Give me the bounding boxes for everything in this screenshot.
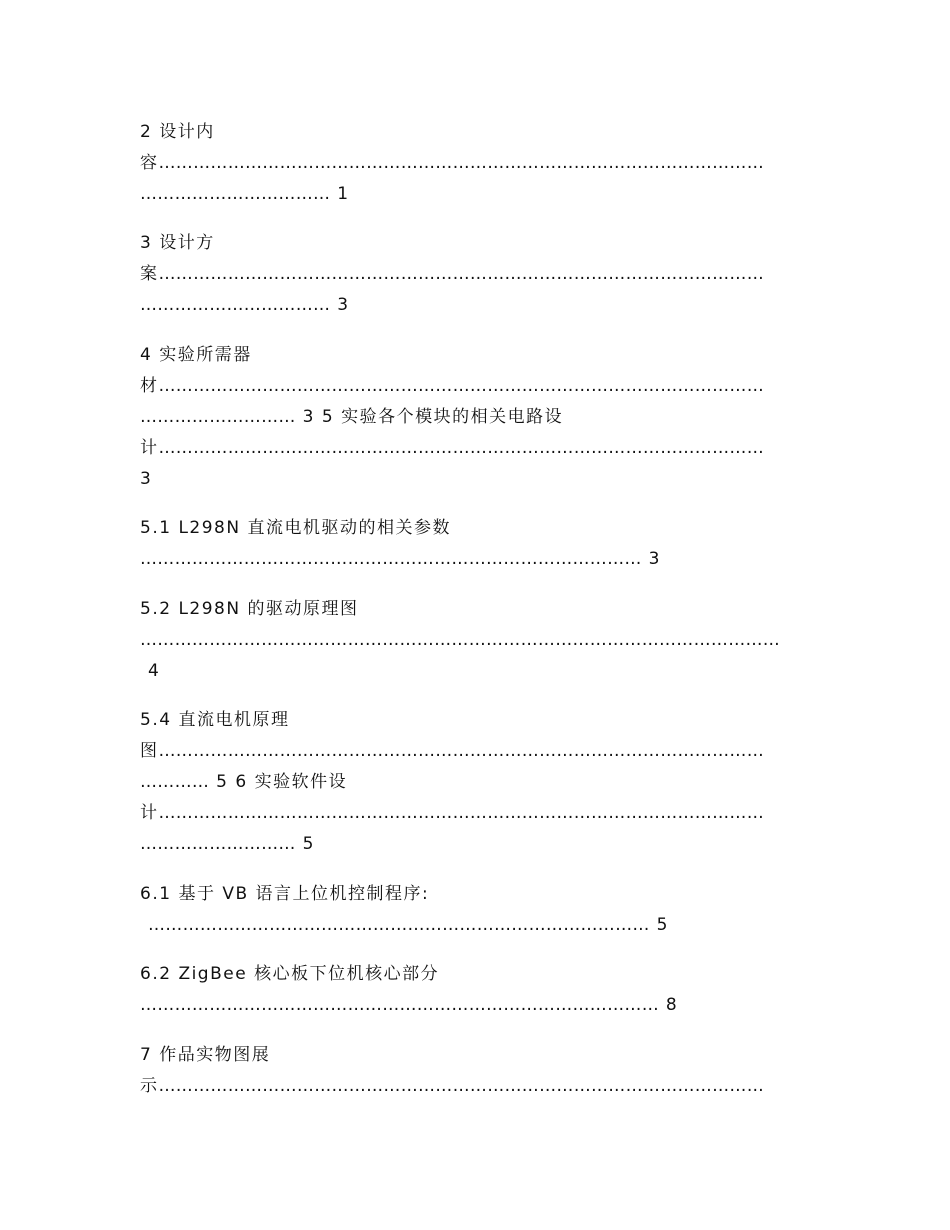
leader-dots: ……………………… (140, 407, 296, 427)
page-number: 8 (665, 995, 679, 1015)
leader-dots: ……………………………………………………………………………… (140, 995, 659, 1015)
toc-entry-leader (140, 834, 315, 854)
leader-dots: ………………………………………………………………………………………………… (140, 630, 781, 650)
page-number: 5 (216, 772, 229, 792)
page-number: 3 (648, 549, 661, 569)
toc-entry-title[interactable]: 7 作品实物图展 (140, 1045, 271, 1065)
leader-dots: ………… (140, 772, 210, 792)
page-number: 3 (140, 469, 153, 489)
page-number: 5 (656, 915, 669, 935)
page-number: 3 (302, 407, 315, 427)
toc-entry-title-cont: 案…………………………………………………………………………………………… (140, 264, 764, 284)
leader-dots: …………………………………………………………………………………………… (158, 803, 764, 823)
toc-entry-leader (140, 295, 350, 315)
toc-entry-leader (148, 915, 669, 935)
page-number: 1 (337, 184, 350, 204)
toc-entry-title-cont: 计…………………………………………………………………………………………… (140, 438, 764, 458)
page-number: 3 (337, 295, 350, 315)
leader-dots: …………………………………………………………………………………………… (158, 741, 764, 761)
leader-dots: ……………………… (140, 834, 296, 854)
toc-entry-leader (140, 772, 347, 792)
toc-entry-title[interactable]: 5.4 直流电机原理 (140, 710, 290, 730)
leader-dots: …………………………………………………………………………… (140, 549, 642, 569)
page-number: 5 (302, 834, 315, 854)
toc-entry-title[interactable]: 5.1 L298N 直流电机驱动的相关参数 (140, 518, 451, 538)
toc-entry-title-cont: 图…………………………………………………………………………………………… (140, 741, 764, 761)
toc-entry-title-cont: 容…………………………………………………………………………………………… (140, 153, 764, 173)
toc-entry-title[interactable]: 3 设计方 (140, 233, 215, 253)
toc-entry-title[interactable]: 6.2 ZigBee 核心板下位机核心部分 (140, 964, 440, 984)
toc-entry-title[interactable]: 5 实验各个模块的相关电路设 (321, 407, 564, 427)
leader-dots: …………………………………………………………………………… (148, 915, 650, 935)
leader-dots: …………………………… (140, 184, 331, 204)
toc-entry-title[interactable]: 4 实验所需器 (140, 345, 252, 365)
page-number: 4 (148, 661, 161, 681)
toc-entry-title[interactable]: 6 实验软件设 (235, 772, 348, 792)
toc-entry-title-cont: 示…………………………………………………………………………………………… (140, 1076, 764, 1096)
toc-entry-leader (140, 407, 563, 427)
toc-entry-title-cont: 计…………………………………………………………………………………………… (140, 803, 764, 823)
leader-dots: …………………………………………………………………………………………… (158, 438, 764, 458)
toc-entry-leader (140, 549, 661, 569)
toc-entry-title[interactable]: 5.2 L298N 的驱动原理图 (140, 599, 359, 619)
toc-entry-title[interactable]: 2 设计内 (140, 122, 215, 142)
toc-entry-leader (140, 995, 678, 1015)
leader-dots: …………………………………………………………………………………………… (158, 264, 764, 284)
toc-entry-leader (140, 630, 780, 650)
toc-entry-title-cont: 材…………………………………………………………………………………………… (140, 376, 764, 396)
leader-dots: …………………………… (140, 295, 331, 315)
leader-dots: …………………………………………………………………………………………… (158, 1076, 764, 1096)
toc-entry-title[interactable]: 6.1 基于 VB 语言上位机控制程序: (140, 884, 430, 904)
leader-dots: …………………………………………………………………………………………… (158, 376, 764, 396)
leader-dots: …………………………………………………………………………………………… (158, 153, 764, 173)
toc-entry-leader (140, 184, 350, 204)
